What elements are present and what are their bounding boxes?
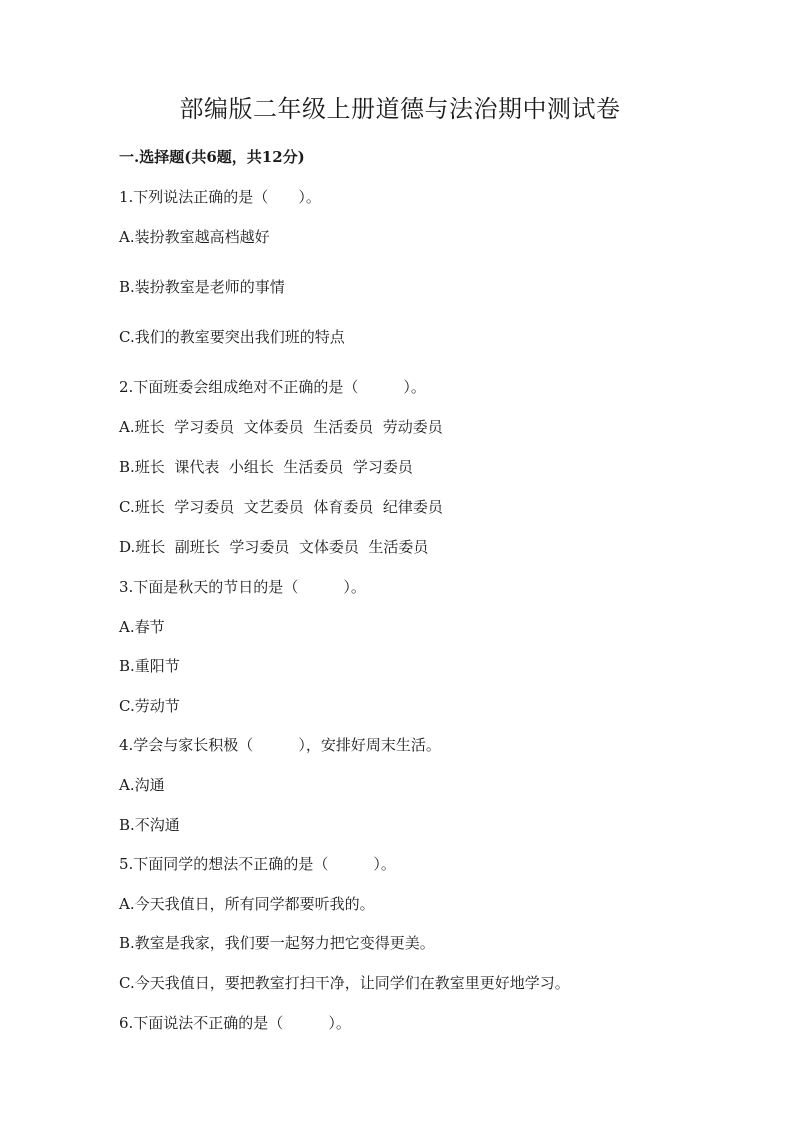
question-3-option-b: B.重阳节: [119, 657, 180, 675]
question-2-option-c: C.班长 学习委员 文艺委员 体育委员 纪律委员: [119, 498, 443, 516]
page-title: 部编版二年级上册道德与法治期中测试卷: [179, 95, 621, 123]
question-2-option-d: D.班长 副班长 学习委员 文体委员 生活委员: [119, 538, 429, 556]
section-heading: 一.选择题(共6题，共12分): [119, 148, 305, 166]
question-1-option-b: B.装扮教室是老师的事情: [119, 278, 285, 296]
question-2: 2.下面班委会组成绝对不正确的是（ ）。: [119, 378, 426, 396]
question-2-option-a: A.班长 学习委员 文体委员 生活委员 劳动委员: [119, 418, 443, 436]
question-2-option-b: B.班长 课代表 小组长 生活委员 学习委员: [119, 458, 413, 476]
question-4: 4.学会与家长积极（ ），安排好周末生活。: [119, 736, 441, 754]
question-3-option-c: C.劳动节: [119, 697, 180, 715]
question-1-option-c: C.我们的教室要突出我们班的特点: [119, 328, 345, 346]
question-3: 3.下面是秋天的节日的是（ ）。: [119, 578, 366, 596]
question-5: 5.下面同学的想法不正确的是（ ）。: [119, 855, 396, 873]
question-4-option-b: B.不沟通: [119, 816, 180, 834]
question-1: 1.下列说法正确的是（ ）。: [119, 188, 321, 206]
question-6: 6.下面说法不正确的是（ ）。: [119, 1014, 351, 1032]
question-1-option-a: A.装扮教室越高档越好: [119, 228, 270, 246]
question-4-option-a: A.沟通: [119, 776, 165, 794]
question-3-option-a: A.春节: [119, 618, 165, 636]
question-5-option-c: C.今天我值日，要把教室打扫干净，让同学们在教室里更好地学习。: [119, 974, 570, 992]
question-5-option-b: B.教室是我家，我们要一起努力把它变得更美。: [119, 934, 435, 952]
question-5-option-a: A.今天我值日，所有同学都要听我的。: [119, 895, 375, 913]
